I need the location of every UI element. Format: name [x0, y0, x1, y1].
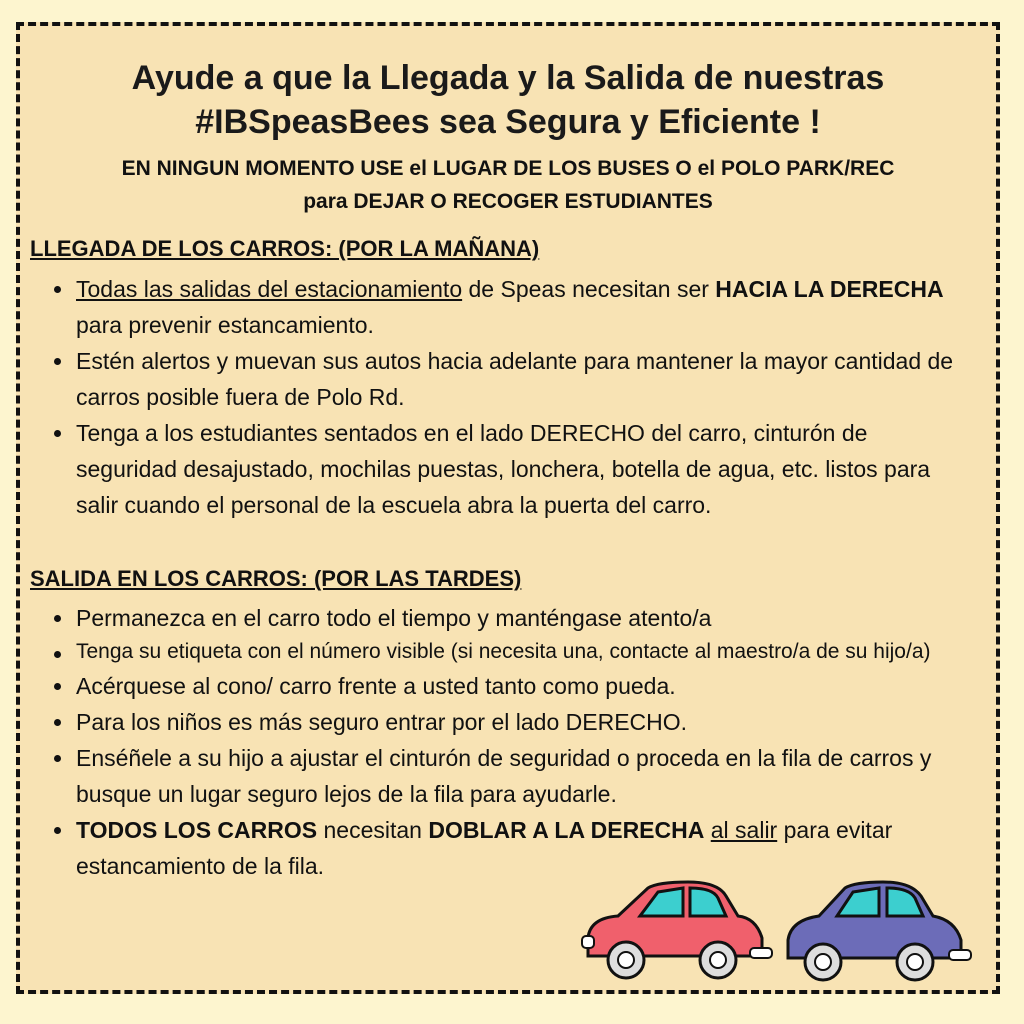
departure-list: [50, 600, 966, 884]
red-car-icon: [582, 882, 772, 978]
flyer-title: [40, 56, 976, 144]
departure-item-6-bold-2: DOBLAR A LA DERECHA: [428, 817, 705, 843]
departure-item-6-end: para evitar estancamiento de la fila.: [76, 817, 893, 879]
list-item: [50, 271, 966, 343]
warning-line-1: EN NINGUN MOMENTO USE el LUGAR DE LOS BUSES O el POLO PARK/REC: [121, 157, 895, 180]
arrival-item-1-underlined: Todas las salidas del estacionamiento: [76, 276, 463, 302]
arrival-heading: LLEGADA DE LOS CARROS: (POR LA MAÑANA): [30, 236, 540, 261]
departure-item-6-underlined: al salir: [710, 817, 778, 843]
title-line-2: #IBSpeasBees sea Segura y Eficiente !: [195, 103, 821, 141]
warning-line-2: para DEJAR O RECOGER ESTUDIANTES: [303, 190, 713, 213]
list-item: Estén alertos y muevan sus autos hacia adelante para mantener la mayor cantidad de carros posible fuera de Polo Rd.: [50, 343, 966, 415]
departure-item-6-text-1: necesitan: [317, 817, 429, 843]
warning-notice: [30, 152, 986, 218]
arrival-list: [50, 271, 966, 523]
list-item: Enséñele a su hijo a ajustar el cinturón de seguridad o proceda en la fila de carros y busque un lugar seguro lejos de la fila para ayudarle.: [50, 740, 966, 812]
list-item: [50, 812, 966, 884]
cars-illustration: [578, 878, 978, 988]
arrival-item-1-text: de Speas necesitan ser: [462, 276, 716, 302]
arrival-item-1-bold: HACIA LA DERECHA: [715, 276, 944, 302]
list-item: Permanezca en el carro todo el tiempo y manténgase atento/a: [50, 600, 966, 636]
list-item: Tenga a los estudiantes sentados en el lado DERECHO del carro, cinturón de seguridad desajustado, mochilas puestas, lonchera, botella de agua, etc. listos para salir cuando el personal de la escuela abra la puerta del carro.: [50, 415, 966, 523]
list-item: Tenga su etiqueta con el número visible (si necesita una, contacte al maestro/a de su hijo/a): [50, 636, 966, 668]
title-line-1: Ayude a que la Llegada y la Salida de nuestras: [131, 59, 885, 97]
departure-heading: SALIDA EN LOS CARROS: (POR LAS TARDES): [30, 566, 522, 591]
flyer-panel: [16, 22, 1000, 994]
arrival-item-1-end: para prevenir estancamiento.: [76, 312, 374, 338]
departure-item-6-bold-1: TODOS LOS CARROS: [76, 817, 318, 843]
blue-car-icon: [788, 882, 971, 980]
list-item: Acérquese al cono/ carro frente a usted tanto como pueda.: [50, 668, 966, 704]
list-item: Para los niños es más seguro entrar por el lado DERECHO.: [50, 704, 966, 740]
